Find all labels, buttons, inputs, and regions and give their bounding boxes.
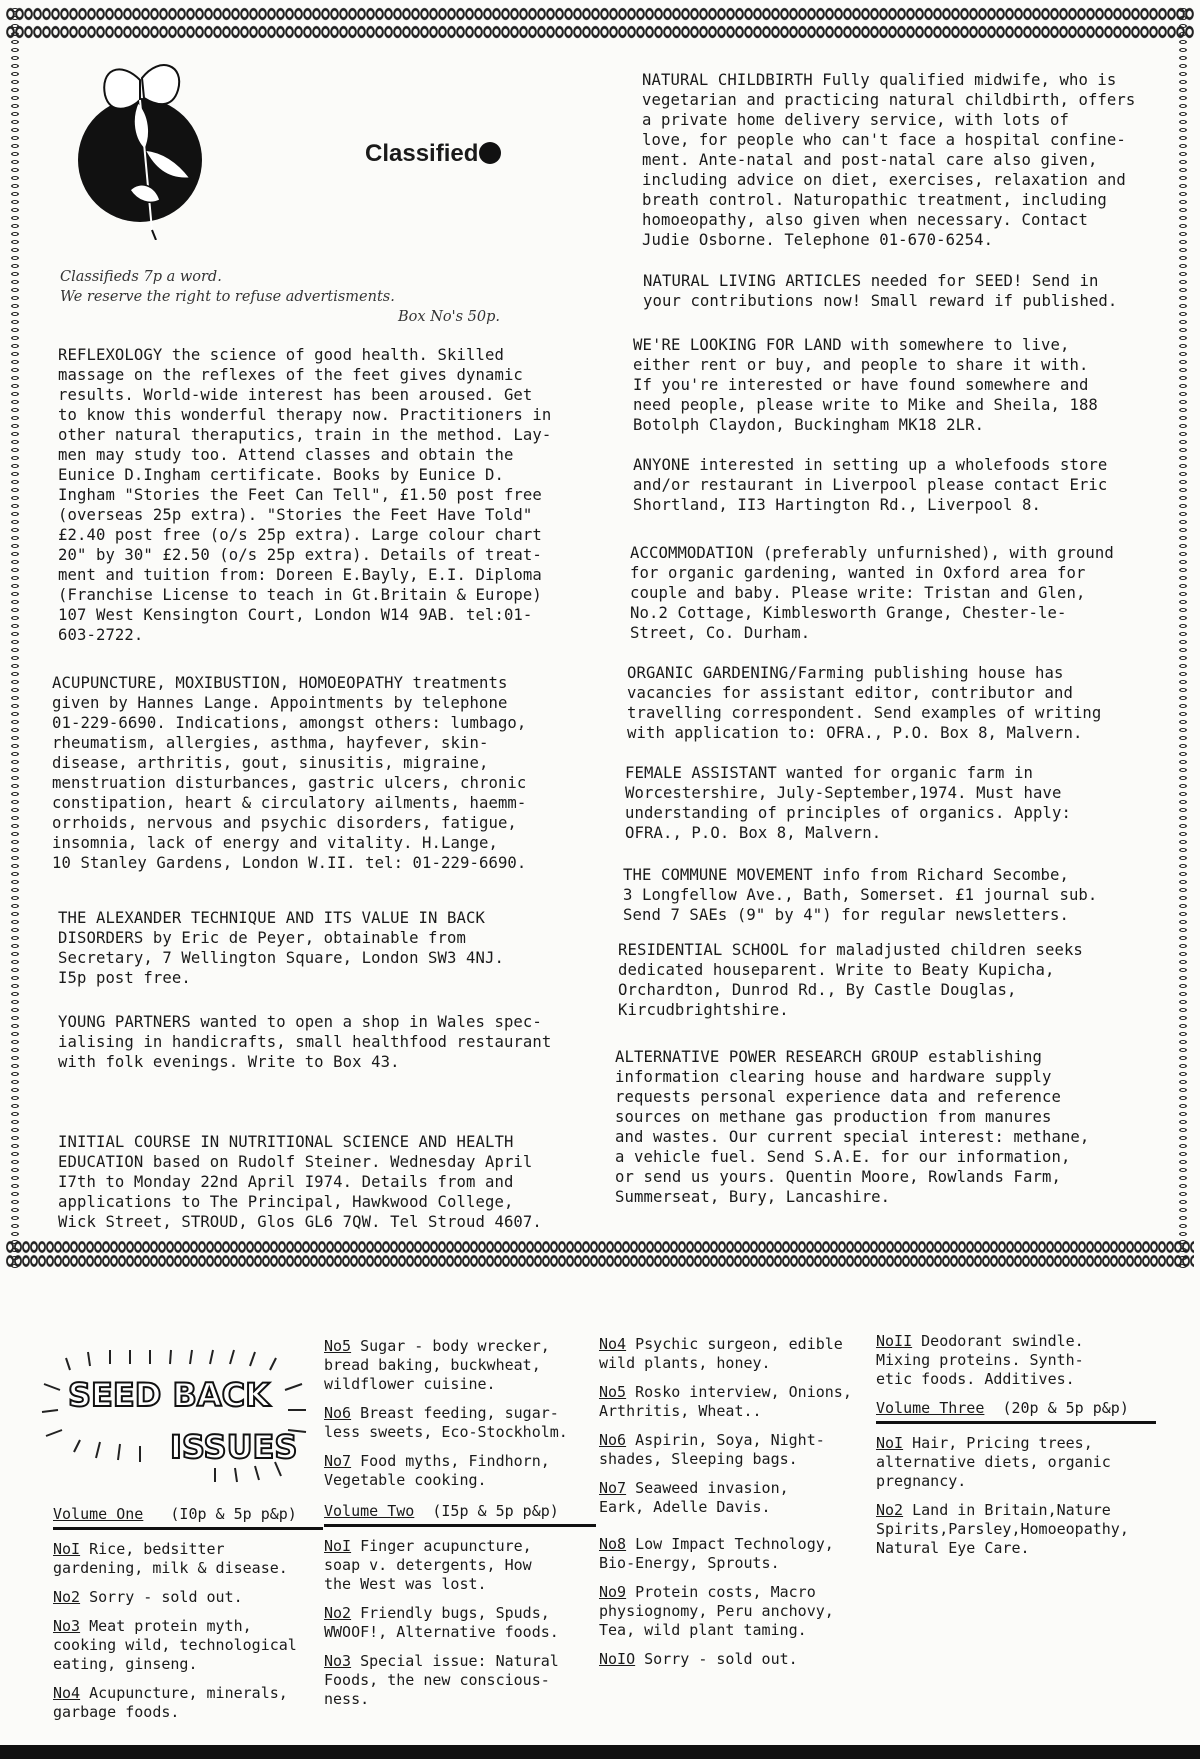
issue-item xyxy=(599,1479,874,1517)
back-issues-column-4 xyxy=(876,1332,1156,1568)
ad-commune-movement: THE COMMUNE MOVEMENT info from Richard Secombe, 3 Longfellow Ave., Bath, Somerset. £1 journal sub. Send 7 SAEs (9" by 4") for regular newsletters. xyxy=(623,866,1098,924)
issue-item xyxy=(324,1404,596,1442)
back-issues-column-3 xyxy=(599,1335,874,1679)
issue-item xyxy=(53,1684,323,1722)
ad-natural-living-articles: NATURAL LIVING ARTICLES needed for SEED! Send in your contributions now! Small reward if published. xyxy=(643,272,1118,310)
issue-item xyxy=(324,1652,596,1709)
volume-price: (20p & 5p p&p) xyxy=(1002,1399,1129,1417)
issue-contents: Meat protein myth, cooking wild, technological eating, ginseng. xyxy=(53,1617,297,1673)
issue-contents: Low Impact Technology, Bio-Energy, Sprouts. xyxy=(599,1535,834,1572)
volume-two-header xyxy=(324,1502,596,1527)
issue-item xyxy=(599,1650,874,1669)
issue-number: No9 xyxy=(599,1583,627,1601)
issue-item xyxy=(876,1501,1156,1558)
issue-contents: Hair, Pricing trees, alternative diets, organic pregnancy. xyxy=(876,1434,1111,1490)
top-chain-border xyxy=(6,4,1194,24)
issue-number: No5 xyxy=(599,1383,627,1401)
issue-contents: Sorry - sold out. xyxy=(80,1588,243,1606)
issue-item xyxy=(599,1535,874,1573)
issue-contents: Sorry - sold out. xyxy=(635,1650,798,1668)
left-chain-border xyxy=(4,6,26,1271)
ad-looking-for-land: WE'RE LOOKING FOR LAND with somewhere to live, either rent or buy, and people to share it with. If you're interested or have found somewhere and need people, please write to Mike and Sheila, 188 Botolph Claydon, Buckingham MK18 2LR. xyxy=(633,336,1098,434)
issue-number: No3 xyxy=(53,1617,81,1635)
ad-wholefoods-liverpool: ANYONE interested in setting up a wholefoods store and/or restaurant in Liverpool please contact Eric Shortland, II3 Hartington Rd., Liverpool 8. xyxy=(633,456,1108,514)
issue-number: No2 xyxy=(53,1588,81,1606)
volume-price: (I0p & 5p p&p) xyxy=(170,1505,297,1523)
ad-natural-childbirth: NATURAL CHILDBIRTH Fully qualified midwife, who is vegetarian and practicing natural childbirth, offers a private home delivery service, with lots of love, for people who can't face a hospital confine- ment. Ante-natal and post-natal care also given, including advice on diet, exercises, relaxation and breath control. Naturopathic treatment, including homoeopathy, also given when necessary. Contact Judie Osborne. Telephone 01-670-6254. xyxy=(642,71,1136,249)
back-issues-column-1 xyxy=(53,1505,323,1732)
classified-title: Classified xyxy=(365,140,479,167)
ad-alexander-technique: THE ALEXANDER TECHNIQUE AND ITS VALUE IN BACK DISORDERS by Eric de Peyer, obtainable from Secretary, 7 Wellington Square, London SW3 4NJ. I5p post free. xyxy=(58,909,504,987)
issue-number: No6 xyxy=(599,1431,627,1449)
back-issues-column-2 xyxy=(324,1337,596,1719)
back-issues-logo-line2: ISSUES xyxy=(170,1428,298,1466)
issue-number: NoII xyxy=(876,1332,913,1350)
issue-item xyxy=(876,1434,1156,1491)
volume-price: (I5p & 5p p&p) xyxy=(432,1502,559,1520)
volume-name: Volume Three xyxy=(876,1399,985,1417)
issue-item xyxy=(324,1452,596,1490)
seed-back-issues-logo xyxy=(40,1340,325,1490)
rates-notice xyxy=(60,267,520,327)
issue-item xyxy=(324,1537,596,1594)
issue-number: No4 xyxy=(599,1335,627,1353)
flower-circle-logo xyxy=(60,40,210,240)
issue-contents: Sugar - body wrecker, bread baking, buckwheat, wildflower cuisine. xyxy=(324,1337,550,1393)
issue-contents: Acupuncture, minerals, garbage foods. xyxy=(53,1684,288,1721)
issue-item xyxy=(324,1337,596,1394)
rates-line: We reserve the right to refuse advertisments. xyxy=(60,289,395,305)
issue-contents: Seaweed invasion, Eark, Adelle Davis. xyxy=(599,1479,789,1516)
issue-contents: Breast feeding, sugar- less sweets, Eco-Stockholm. xyxy=(324,1404,568,1441)
issue-item xyxy=(599,1583,874,1640)
issue-item xyxy=(599,1335,874,1373)
issue-number: No4 xyxy=(53,1684,81,1702)
issue-contents: Psychic surgeon, edible wild plants, honey. xyxy=(599,1335,843,1372)
issue-item xyxy=(876,1332,1156,1389)
issue-item xyxy=(53,1617,323,1674)
ad-reflexology: REFLEXOLOGY the science of good health. Skilled massage on the reflexes of the feet gives dynamic results. World-wide interest has been aroused. Get to know this wonderful therapy now. Practitioners in other natural theraputics, train in the method. Lay- men may study too. Attend classes and obtain the Eunice D.Ingham certificate. Books by Eunice D. Ingham "Stories the Feet Can Tell", £1.50 post free (overseas 25p extra). "Stories the Feet Have Told" £2.40 post free (o/s 25p extra). Large colour chart 20" by 30" £2.50 (o/s 25p extra). Details of treat- ment and tuition from: Doreen E.Bayly, E.I. Diploma (Franchise License to teach in Gt.Britain & Europe) 107 West Kensington Court, London W14 9AB. tel:01- 603-2722. xyxy=(58,346,552,644)
ad-accommodation: ACCOMMODATION (preferably unfurnished), with ground for organic gardening, wanted in Oxford area for couple and baby. Please write: Tristan and Glen, No.2 Cottage, Kimblesworth Grange, Chester-le- Street, Co. Durham. xyxy=(630,544,1114,642)
issue-contents: Food myths, Findhorn, Vegetable cooking. xyxy=(324,1452,550,1489)
issue-number: No2 xyxy=(876,1501,904,1519)
ad-acupuncture: ACUPUNCTURE, MOXIBUSTION, HOMOEOPATHY treatments given by Hannes Lange. Appointments by telephone 01-229-6690. Indications, amongst others: lumbago, rheumatism, allergies, asthma, hayfever, skin- disease, arthritis, gout, sinusitis, migraine, menstruation disturbances, gastric ulcers, chronic constipation, heart & circulatory ailments, haemm- orrhoids, nervous and psychic disorders, fatigue, insomnia, lack of energy and vitality. H.Lange, 10 Stanley Gardens, London W.II. tel: 01-229-6690. xyxy=(52,674,527,872)
issue-contents: Rice, bedsitter gardening, milk & disease. xyxy=(53,1540,288,1577)
classified-heading xyxy=(365,140,501,168)
issue-number: NoI xyxy=(324,1537,352,1555)
bullet-dot-icon xyxy=(479,142,501,164)
volume-name: Volume One xyxy=(53,1505,144,1523)
issue-item xyxy=(324,1604,596,1642)
bottom-chain-border xyxy=(6,1240,1194,1270)
issue-number: No8 xyxy=(599,1535,627,1553)
ad-female-assistant: FEMALE ASSISTANT wanted for organic farm in Worcestershire, July-September,1974. Must have understanding of principles of organics. Apply: OFRA., P.O. Box 8, Malvern. xyxy=(625,764,1071,842)
issue-contents: Deodorant swindle. Mixing proteins. Synth- etic foods. Additives. xyxy=(876,1332,1084,1388)
issue-number: No5 xyxy=(324,1337,352,1355)
volume-name: Volume Two xyxy=(324,1502,415,1520)
issue-number: No6 xyxy=(324,1404,352,1422)
right-chain-border xyxy=(1172,6,1194,1271)
issue-number: NoI xyxy=(876,1434,904,1452)
issue-contents: Protein costs, Macro physiognomy, Peru anchovy, Tea, wild plant taming. xyxy=(599,1583,834,1639)
issue-contents: Rosko interview, Onions, Arthritis, Wheat.. xyxy=(599,1383,852,1420)
issue-item xyxy=(599,1431,874,1469)
issue-number: No7 xyxy=(599,1479,627,1497)
ad-residential-school: RESIDENTIAL SCHOOL for maladjusted children seeks dedicated houseparent. Write to Beaty Kupicha, Orchardton, Dunrod Rd., By Castle Douglas, Kircudbrightshire. xyxy=(618,941,1083,1019)
ad-young-partners: YOUNG PARTNERS wanted to open a shop in Wales spec- ialising in handicrafts, small healthfood restaurant with folk evenings. Write to Box 43. xyxy=(58,1013,552,1071)
issue-number: No3 xyxy=(324,1652,352,1670)
bottom-black-bar xyxy=(0,1745,1200,1759)
issue-contents: Friendly bugs, Spuds, WWOOF!, Alternative foods. xyxy=(324,1604,559,1641)
rates-line: Classifieds 7p a word. xyxy=(60,269,222,285)
ad-alternative-power: ALTERNATIVE POWER RESEARCH GROUP establishing information clearing house and hardware supply requests personal experience data and reference sources on methane gas production from manures and wastes. Our current special interest: methane, a vehicle fuel. Send S.A.E. for our information, or send us yours. Quentin Moore, Rowlands Farm, Summerseat, Bury, Lancashire. xyxy=(615,1048,1090,1206)
volume-three-header xyxy=(876,1399,1156,1424)
back-issues-logo-line1: SEED BACK xyxy=(68,1376,270,1414)
rates-line: Box No's 50p. xyxy=(398,309,500,325)
issue-contents: Special issue: Natural Foods, the new conscious- ness. xyxy=(324,1652,559,1708)
issue-number: NoIO xyxy=(599,1650,636,1668)
ad-nutritional-course: INITIAL COURSE IN NUTRITIONAL SCIENCE AND HEALTH EDUCATION based on Rudolf Steiner. Wednesday April I7th to Monday 22nd April I974. Details from and applications to The Principal, Hawkwood College, Wick Street, STROUD, Glos GL6 7QW. Tel Stroud 4607. xyxy=(58,1133,542,1231)
issue-item xyxy=(53,1540,323,1578)
ad-organic-gardening: ORGANIC GARDENING/Farming publishing house has vacancies for assistant editor, contributor and travelling correspondent. Send examples of writing with application to: OFRA., P.O. Box 8, Malvern. xyxy=(627,664,1102,742)
issue-number: No2 xyxy=(324,1604,352,1622)
issue-number: No7 xyxy=(324,1452,352,1470)
volume-one-header xyxy=(53,1505,323,1530)
issue-contents: Aspirin, Soya, Night- shades, Sleeping bags. xyxy=(599,1431,825,1468)
issue-item xyxy=(53,1588,323,1607)
top-chain-border-inner xyxy=(6,22,1194,42)
issue-number: NoI xyxy=(53,1540,81,1558)
issue-contents: Land in Britain,Nature Spirits,Parsley,Homoeopathy, Natural Eye Care. xyxy=(876,1501,1129,1557)
issue-contents: Finger acupuncture, soap v. detergents, How the West was lost. xyxy=(324,1537,532,1593)
issue-item xyxy=(599,1383,874,1421)
